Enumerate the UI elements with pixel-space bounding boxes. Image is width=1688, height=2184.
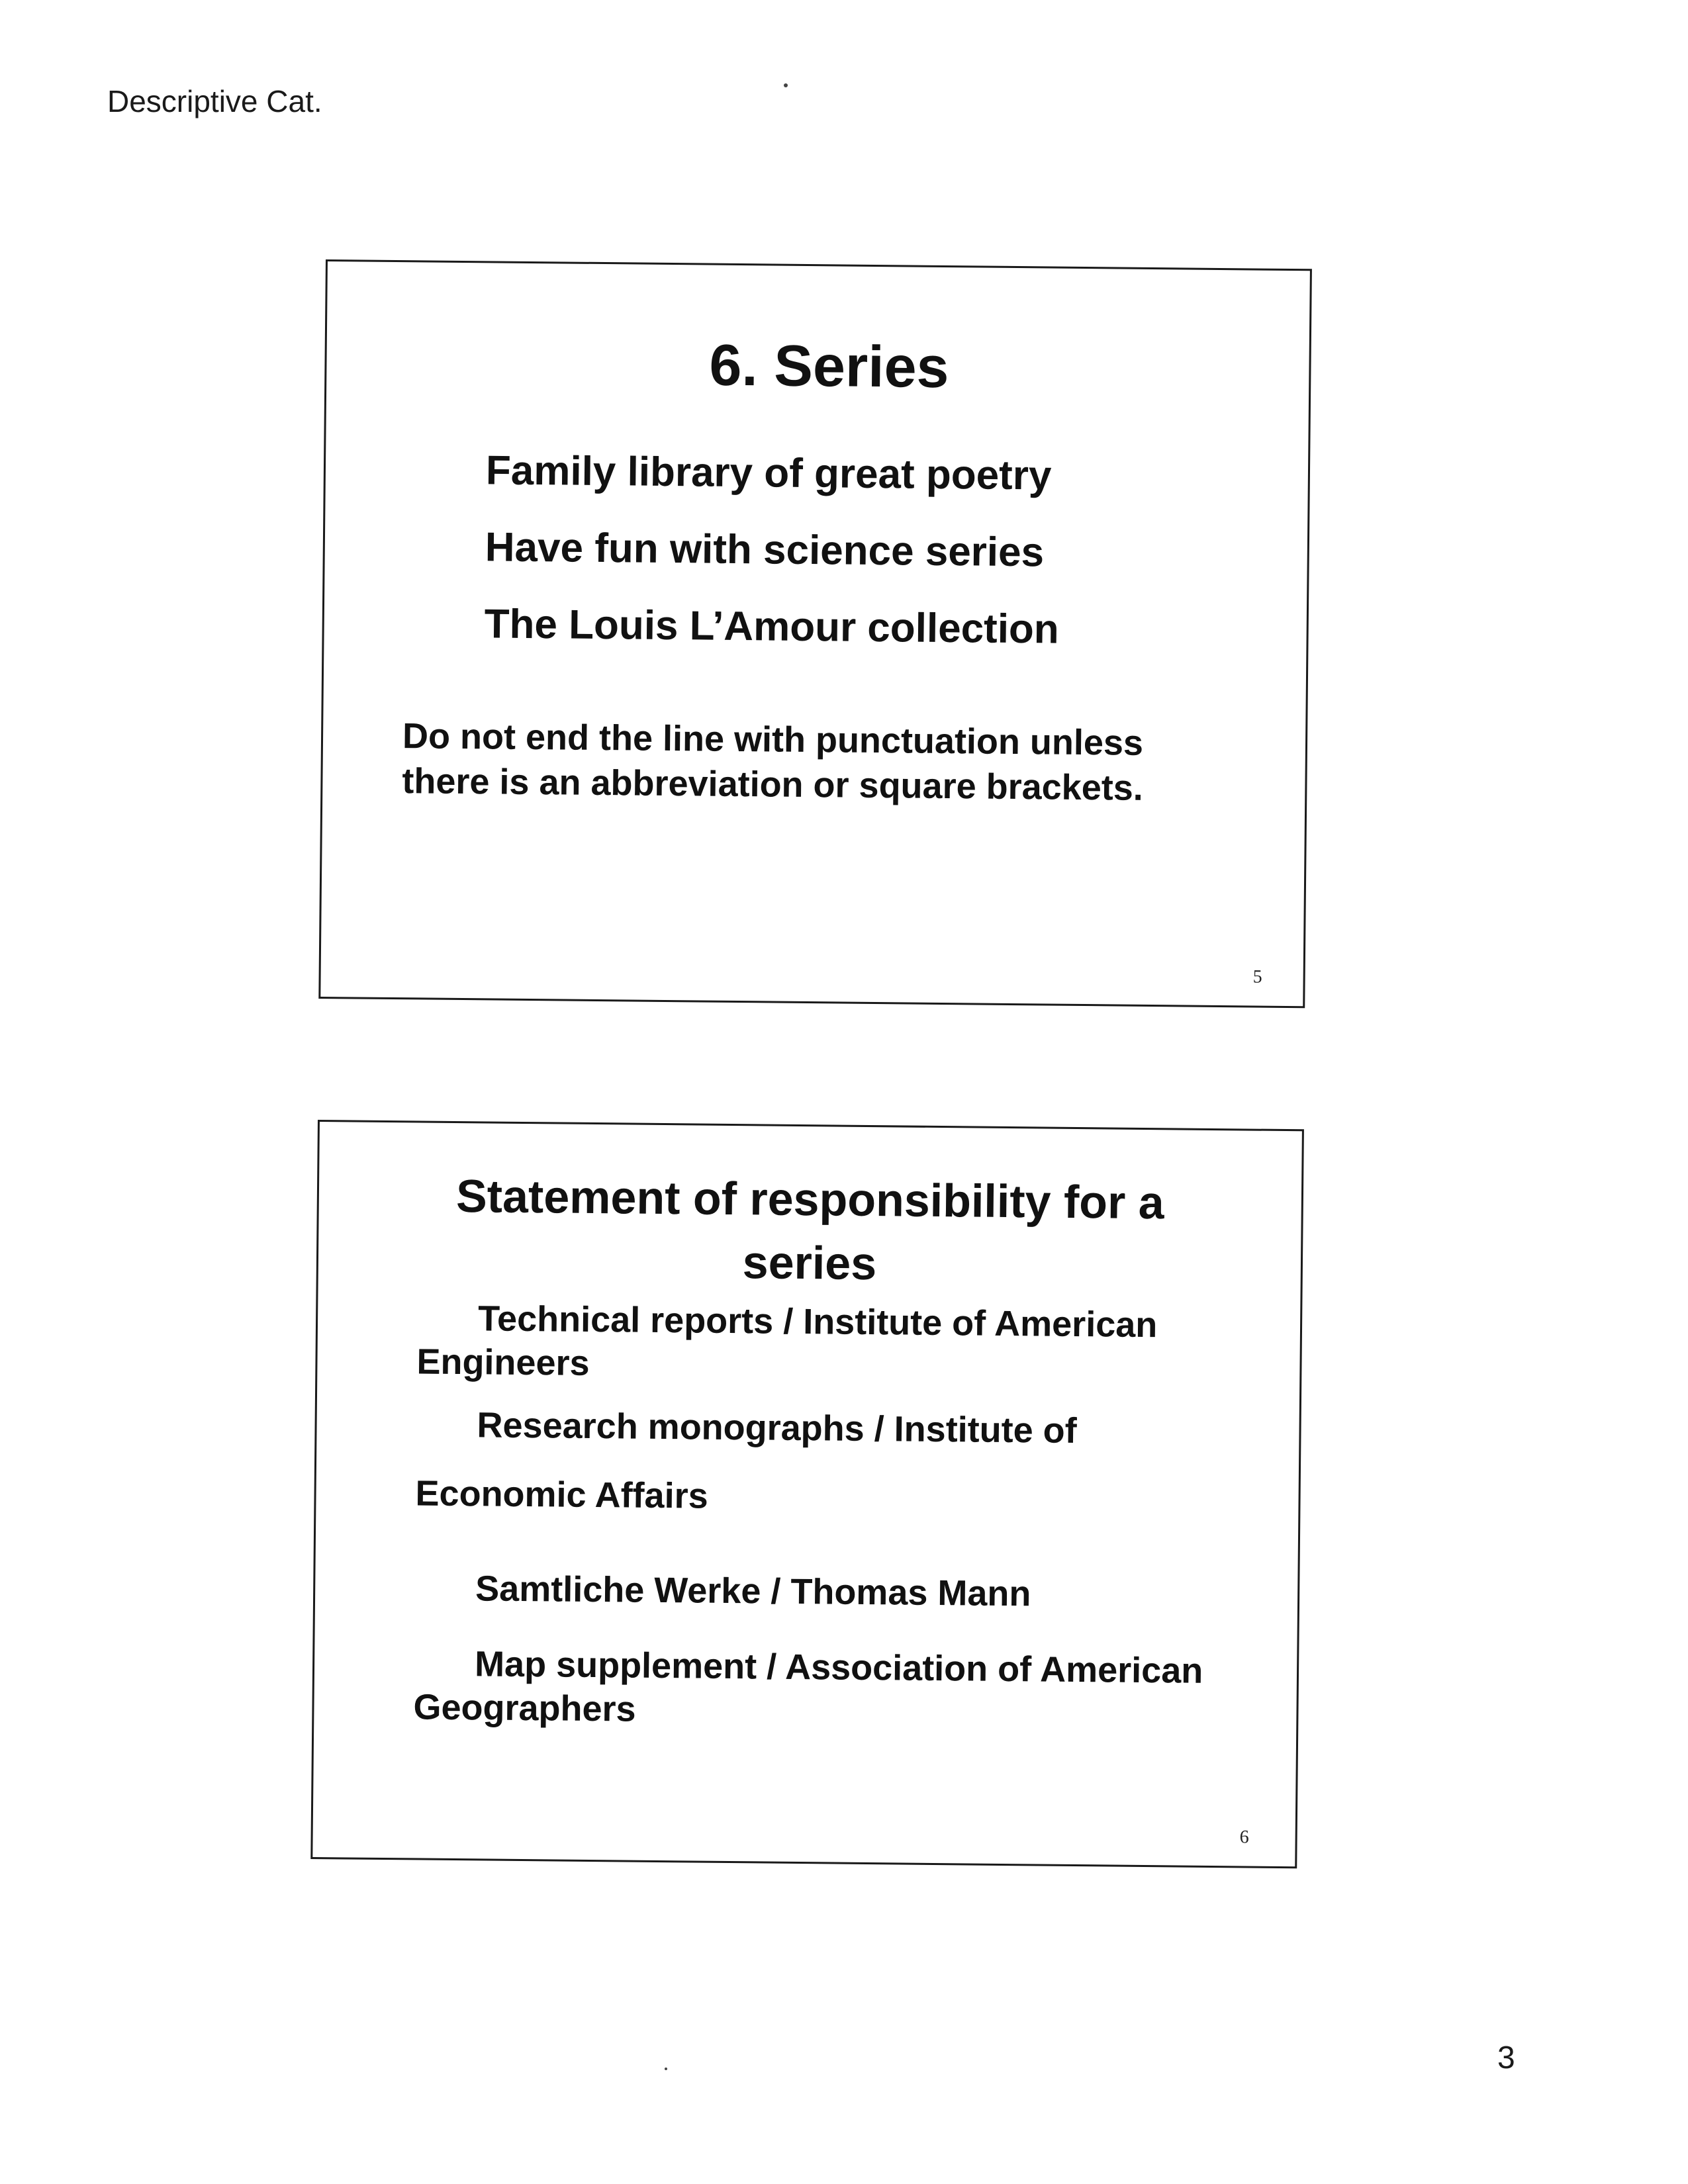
slide-number: 6 [1239, 1827, 1249, 1848]
series-example: Have fun with science series [485, 524, 1045, 576]
page-number: 3 [1497, 2040, 1515, 2075]
scan-speck [665, 2068, 667, 2070]
slide-title: Statement of responsibility for a series [455, 1170, 1165, 1290]
punctuation-note: Do not end the line with punctuation unless there is an abbreviation or square brackets. [402, 716, 1144, 808]
series-entry: Samtliche Werke / Thomas Mann [475, 1569, 1031, 1614]
slide-title: 6. Series [709, 332, 950, 400]
slide-statement-of-responsibility [310, 1120, 1304, 1868]
series-entry: Research monographs / Institute of Economic Affairs [415, 1405, 1077, 1516]
series-example: Family library of great poetry [485, 447, 1052, 499]
series-entry: Map supplement / Association of American Geographers [413, 1644, 1203, 1729]
scan-speck [784, 83, 788, 87]
series-example: The Louis L’Amour collection [484, 601, 1060, 653]
series-entry: Technical reports / Institute of American Engineers [416, 1298, 1158, 1383]
document-header: Descriptive Cat. [107, 84, 322, 118]
slide-series [318, 259, 1312, 1008]
slide-number: 5 [1252, 966, 1262, 987]
